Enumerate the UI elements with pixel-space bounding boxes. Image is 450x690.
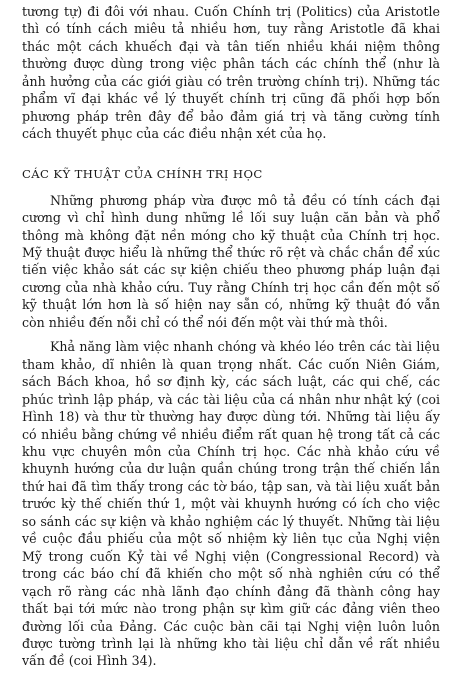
section-heading: CÁC KỸ THUẬT CỦA CHÍNH TRỊ HỌC (22, 166, 263, 181)
paragraph-techniques: Những phương pháp vừa được mô tả đều có tính cách đại cương vì chỉ hình dung những lề lối suy luận căn bản và phổ thông mà không đặt nền móng cho kỹ thuật của Chính trị học. Mỹ thuật được hiểu là những thể thức rõ rệt và chắc chắn để xúc tiến việc khảo sát các sự kiện chiếu theo phương pháp luận đại cương của nhà khảo cứu. Tuy rằng Chính trị học cần đến một số kỹ thuật lớn hơn là số hiện nay sẵn có, những kỹ thuật đó vẫn còn nhiều đến nỗi chỉ có thể nói đến một vài thứ mà thôi. (22, 192, 440, 330)
paragraph-aristotle: tương tự) đi đôi với nhau. Cuốn Chính trị (Politics) của Aristotle thì có tính cách miêu tả nhiều hơn, tuy rằng Aristotle đã khai thác một cách khuếch đại và tân tiến nhiều khái niệm thông thường được dùng trong việc phân tách các chính thể (như là ảnh hưởng của các giới giàu có trên trường chính trị). Những tác phẩm vĩ đại khác về lý thuyết chính trị cũng đã phối hợp bốn phương pháp trên đây để bảo đảm giá trị và tăng cường tính cách thuyết phục của các điều nhận xét của họ. (22, 4, 440, 142)
paragraph-reference-materials: Khả năng làm việc nhanh chóng và khéo léo trên các tài liệu tham khảo, dĩ nhiên là quan trọng nhất. Các cuốn Niên Giám, sách Bách khoa, hồ sơ định kỳ, các sách luật, các qui chế, các phúc trình lập pháp, và các tài liệu của cá nhân như nhật ký (coi Hình 18) và thư từ thường hay được dùng tới. Những tài liệu ấy có nhiều bằng chứng về nhiều điểm rất quan hệ trong tất cả các khu vực chuyên môn của Chính trị học. Các nhà khảo cứu về khuynh hướng của dư luận quần chúng trong trận thế chiến lần thứ hai đã tìm thấy trong các tờ báo, tập san, và tài liệu xuất bản trước kỳ thế chiến thứ 1, một vài khuynh hướng có ích cho việc so sánh các sự kiện và khảo nghiệm các lý thuyết. Những tài liệu về cuộc đầu phiếu của một số nhiệm kỳ liên tục của Nghị viện Mỹ trong cuốn Kỷ tài về Nghị viện (Congressional Record) và trong các báo chí đã khiến cho một số nhà nghiên cứu có thể vạch rõ ràng các nhà lãnh đạo chính đảng đã thành công hay thất bại tới mức nào trong phận sự kìm giữ các đảng viên theo đường lối của Đảng. Các cuộc bàn cãi tại Nghị viện luôn luôn được tường trình lại là những kho tài liệu chỉ dẫn về rất nhiều vấn đề (coi Hình 34). (22, 339, 440, 669)
